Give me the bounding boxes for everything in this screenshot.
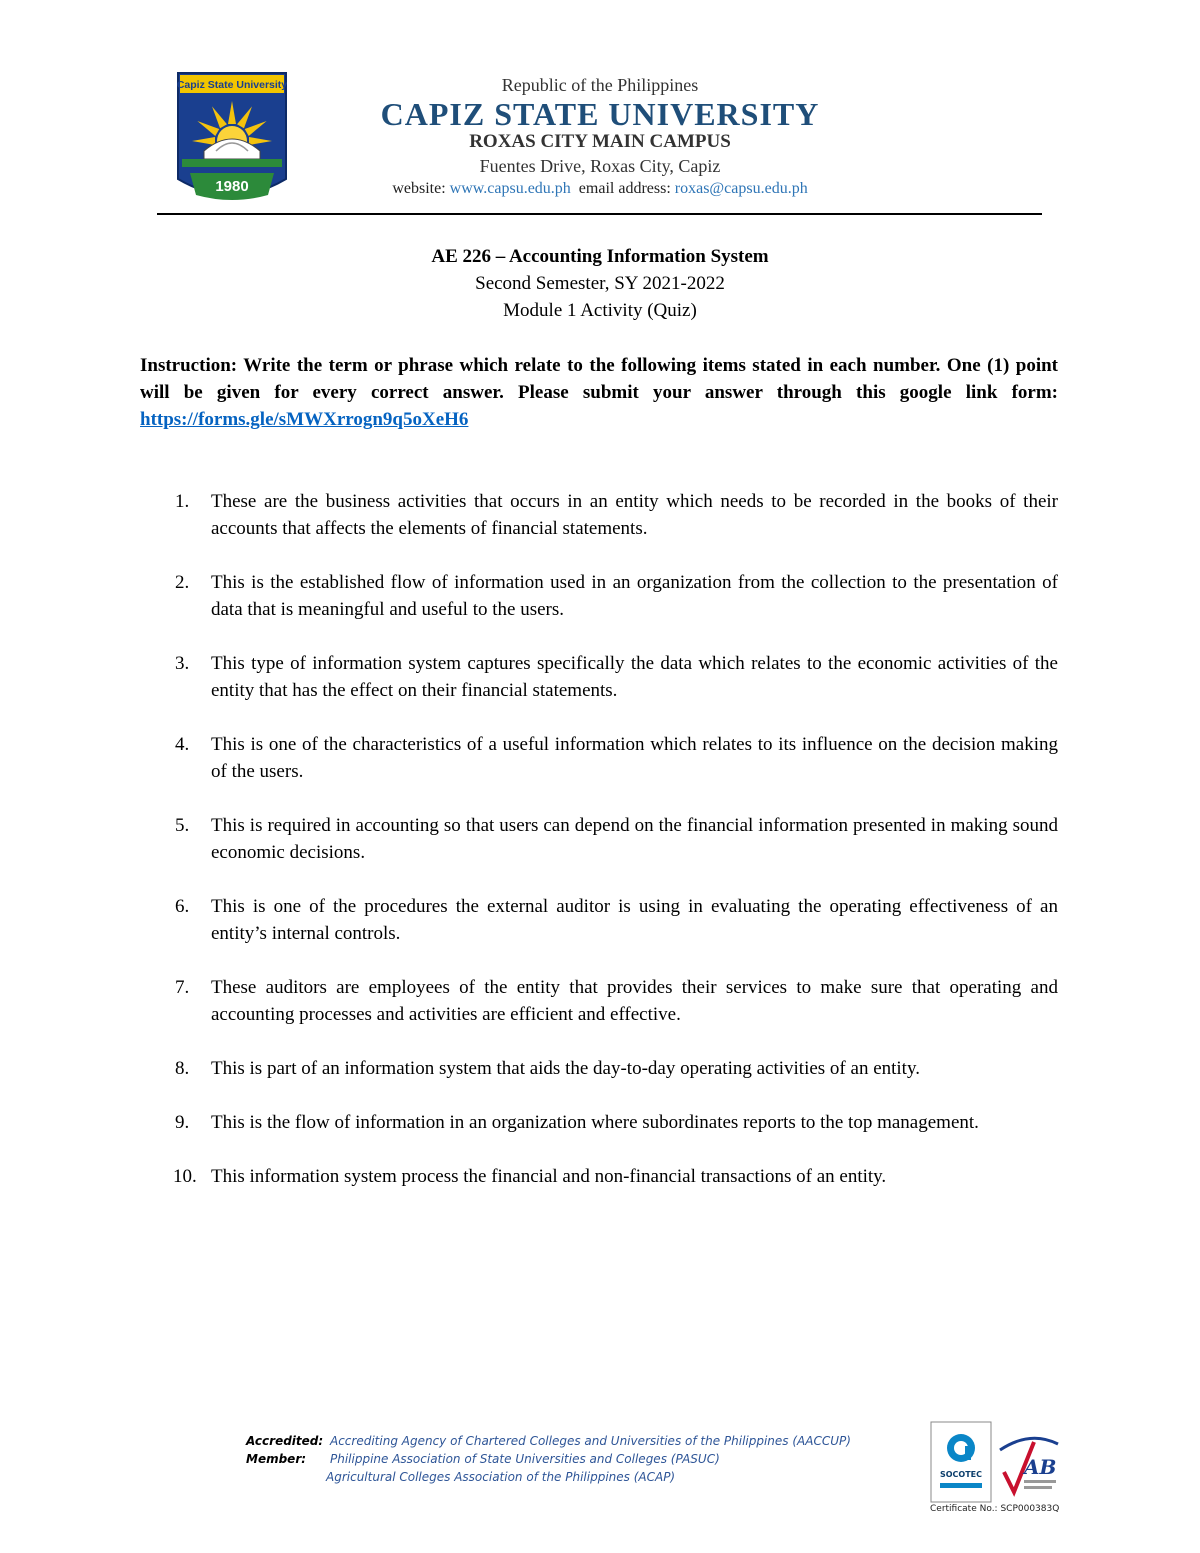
item-number: 8.: [175, 1058, 190, 1079]
cert-mark: AB: [1024, 1455, 1057, 1479]
instruction-text: Instruction: Write the term or phrase which relate to the following items stated in each number. One (1) point will be given for every correct answer. Please submit your answer through this google link form:: [140, 355, 1058, 403]
accredited-row: [246, 1432, 926, 1450]
item-number: 4.: [175, 734, 190, 755]
campus-name: ROXAS CITY MAIN CAMPUS: [469, 131, 731, 152]
university-seal-logo: [176, 71, 288, 204]
quiz-item: [140, 974, 1058, 1028]
item-text: This is one of the characteristics of a useful information which relates to its influence on the decision making of the users.: [211, 734, 1058, 782]
item-number: 7.: [175, 977, 190, 998]
website-link[interactable]: www.capsu.edu.ph: [449, 180, 571, 197]
campus-address: Fuentes Drive, Roxas City, Capiz: [479, 156, 721, 176]
quiz-item: [140, 1109, 1058, 1136]
quiz-item: [140, 893, 1058, 947]
quiz-item: [140, 812, 1058, 866]
member-acap: Agricultural Colleges Association of the Philippines (ACAP): [326, 1470, 676, 1484]
accredited-body: Accrediting Agency of Chartered Colleges and Universities of the Philippines (AACCUP): [330, 1434, 851, 1448]
quiz-item: [140, 1163, 1058, 1190]
quiz-item: [140, 650, 1058, 704]
instruction-paragraph: [140, 352, 1058, 433]
university-name: CAPIZ STATE UNIVERSITY: [380, 96, 820, 132]
semester-line: Second Semester, SY 2021-2022: [475, 273, 725, 294]
item-text: These auditors are employees of the entity that provides their services to make sure that operating and accounting processes and activities are efficient and effective.: [211, 977, 1058, 1025]
republic-line: Republic of the Philippines: [501, 75, 699, 95]
quiz-items: [140, 488, 1058, 1217]
accreditation-footer: [246, 1432, 926, 1486]
google-form-link[interactable]: https://forms.gle/sMWXrrogn9q5oXeH6: [140, 409, 469, 430]
member-label: Member:: [246, 1452, 307, 1466]
website-label: website:: [392, 180, 446, 197]
item-number: 9.: [175, 1112, 190, 1133]
logo-top-text: Capiz State University: [176, 79, 288, 91]
header-divider: [157, 213, 1042, 215]
item-number: 6.: [175, 896, 190, 917]
item-text: This is part of an information system that aids the day-to-day operating activities of an entity.: [211, 1058, 920, 1079]
quiz-item: [140, 731, 1058, 785]
item-number: 3.: [175, 653, 190, 674]
course-title: AE 226 – Accounting Information System: [431, 246, 769, 267]
item-number: 5.: [175, 815, 190, 836]
accredited-label: Accredited:: [246, 1434, 324, 1448]
item-number: 10.: [173, 1166, 197, 1187]
certificate-number: Certificate No.: SCP000383Q: [930, 1504, 1060, 1514]
email-label: email address:: [578, 180, 671, 197]
logo-year: 1980: [215, 178, 249, 195]
quiz-item: [140, 1055, 1058, 1082]
activity-line: Module 1 Activity (Quiz): [503, 300, 697, 321]
member-row: [246, 1450, 926, 1468]
item-number: 1.: [175, 491, 190, 512]
contact-line: [300, 178, 900, 200]
quiz-item: [140, 488, 1058, 542]
item-text: This is required in accounting so that users can depend on the financial information presented in making sound economic decisions.: [211, 815, 1058, 863]
member-pasuc: Philippine Association of State Universities and Colleges (PASUC): [330, 1452, 720, 1466]
item-text: This information system process the financial and non-financial transactions of an entity.: [211, 1166, 887, 1187]
quiz-item: [140, 569, 1058, 623]
item-number: 2.: [175, 572, 190, 593]
cert-brand: SOCOTEC: [939, 1470, 983, 1479]
item-text: This type of information system captures specifically the data which relates to the economic activities of the entity that has the effect on their financial statements.: [211, 653, 1058, 701]
item-text: This is the established flow of information used in an organization from the collection to the presentation of data that is meaningful and useful to the users.: [211, 572, 1058, 620]
item-text: This is the flow of information in an organization where subordinates reports to the top management.: [211, 1112, 979, 1133]
item-text: These are the business activities that occurs in an entity which needs to be recorded in the books of their accounts that affects the elements of financial statements.: [211, 491, 1058, 539]
letterhead: [300, 74, 900, 200]
document-title: [140, 243, 1060, 324]
item-text: This is one of the procedures the external auditor is using in evaluating the operating effectiveness of an entity’s internal controls.: [211, 896, 1058, 944]
email-link[interactable]: roxas@capsu.edu.ph: [674, 180, 808, 197]
